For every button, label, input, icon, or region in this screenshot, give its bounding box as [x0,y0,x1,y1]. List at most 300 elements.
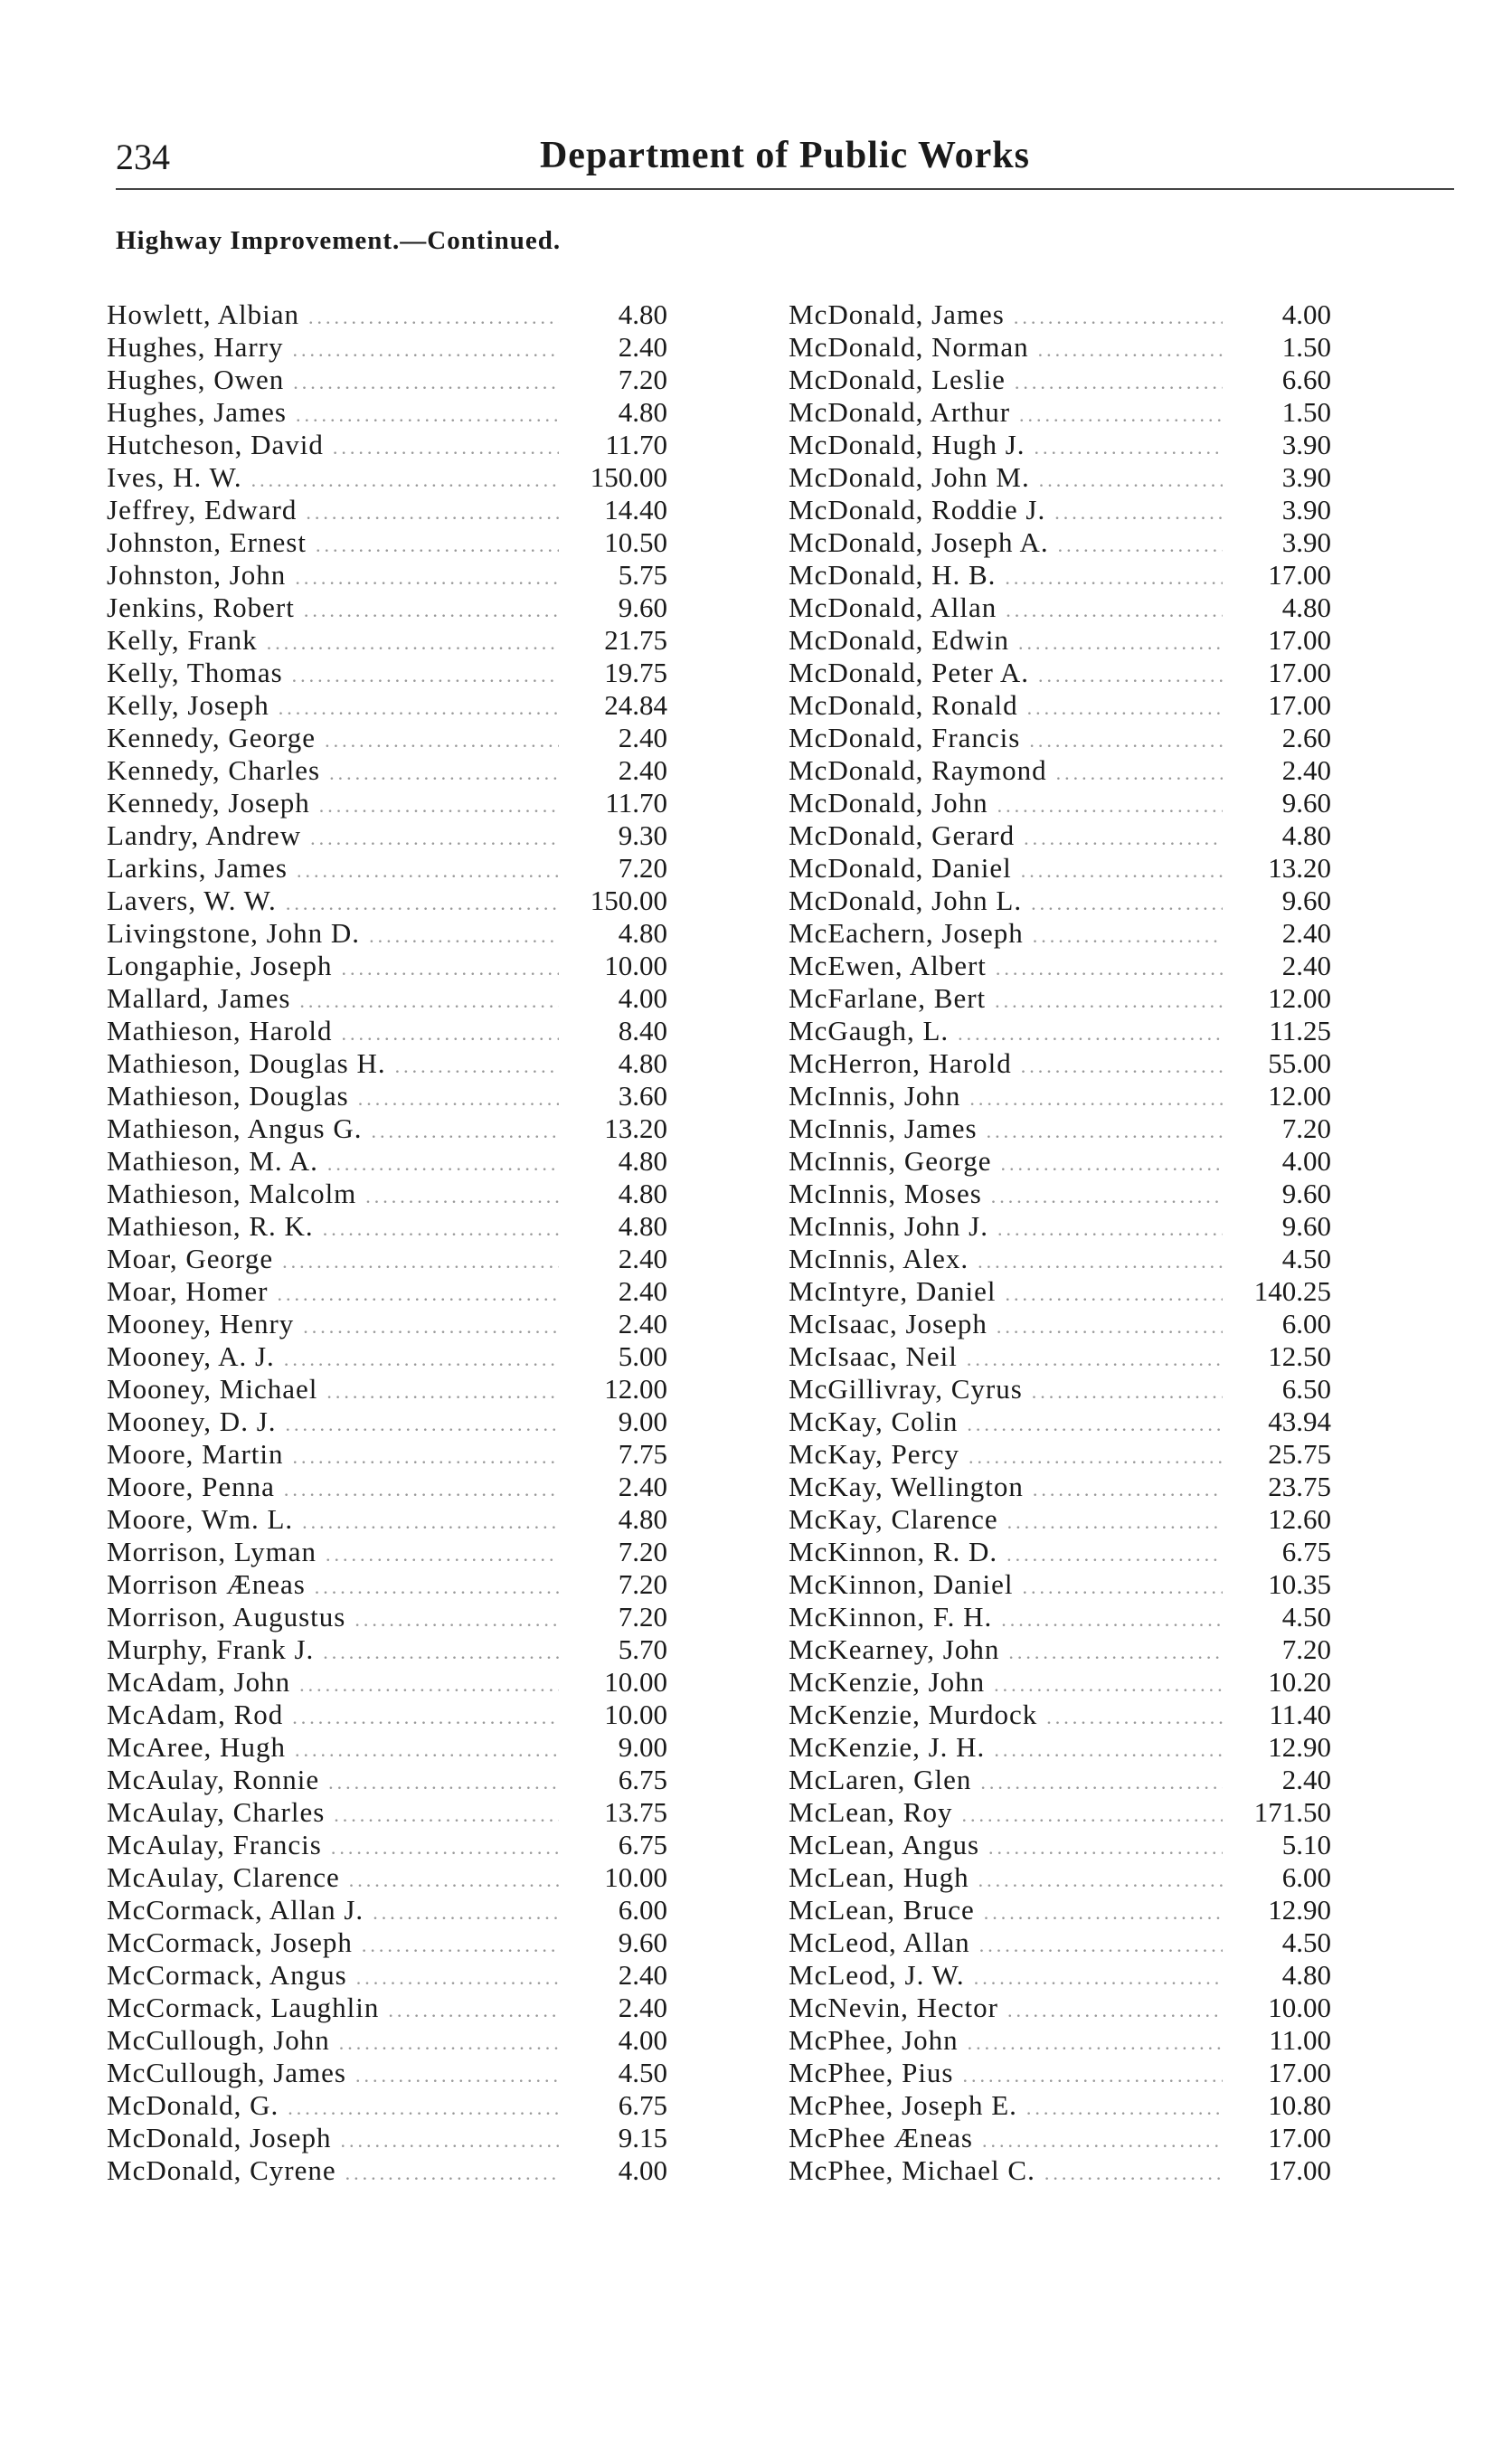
payee-name: McIsaac, Neil [789,1340,958,1372]
payment-amount: 9.60 [1281,885,1331,916]
payee-name: Moore, Penna [107,1471,275,1502]
dot-leader [1001,1148,1224,1180]
payment-amount: 150.00 [590,461,667,493]
payee-name: Murphy, Frank J. [107,1633,315,1665]
payee-name: McGillivray, Cyrus [789,1373,1023,1405]
payee-name: McAulay, Charles [107,1796,326,1828]
dot-leader [978,1245,1223,1278]
ledger-row [107,1145,667,1178]
payee-name: Kennedy, Joseph [107,787,310,819]
payment-amount: 7.20 [618,364,667,395]
ledger-row [107,298,667,331]
ledger-row [789,461,1331,494]
dot-leader [974,1962,1223,1994]
payee-name: McKay, Wellington [789,1471,1024,1502]
dot-leader [369,920,559,952]
dot-leader [267,627,559,659]
dot-leader [1006,594,1223,627]
payment-amount: 9.60 [618,592,667,623]
dot-leader [1033,920,1223,952]
payee-name: McKenzie, Murdock [789,1699,1038,1730]
ledger-row [789,1406,1331,1438]
payee-name: McCullough, James [107,2057,346,2088]
ledger-row [789,1568,1331,1601]
ledger-row [107,657,667,689]
dot-leader [1026,2092,1223,2125]
dot-leader [323,1636,559,1669]
payment-amount: 4.50 [1281,1601,1331,1633]
dot-leader [1046,1701,1223,1734]
payment-amount: 6.75 [618,1829,667,1860]
payment-amount: 9.30 [618,819,667,851]
payment-amount: 6.75 [618,1764,667,1795]
payee-name: McDonald, Leslie [789,364,1006,395]
payment-amount: 7.20 [1281,1633,1331,1665]
ledger-row [789,1503,1331,1536]
right-column [789,298,1422,2187]
payee-name: McInnis, Moses [789,1178,982,1209]
dot-leader [994,1734,1223,1766]
payee-name: McInnis, George [789,1145,992,1177]
ledger-row [789,722,1331,754]
payee-name: McDonald, Ronald [789,689,1018,721]
ledger-row [107,1536,667,1568]
payee-name: Kennedy, George [107,722,317,753]
payment-amount: 23.75 [1268,1471,1331,1502]
ledger-row [789,885,1331,917]
dot-leader [388,1994,559,2027]
payment-amount: 4.80 [1281,592,1331,623]
payment-amount: 17.00 [1268,2154,1331,2186]
dot-leader [995,985,1223,1018]
dot-leader [1038,334,1223,366]
payee-name: McKenzie, J. H. [789,1731,986,1763]
payee-name: Moar, George [107,1243,274,1274]
payee-name: McLean, Hugh [789,1861,969,1893]
ledger-row [107,1112,667,1145]
ledger-row [789,1796,1331,1829]
dot-leader [1001,1604,1223,1636]
dot-leader [319,790,559,822]
ledger-row [107,1047,667,1080]
ledger-row [107,1503,667,1536]
dot-leader [958,1018,1223,1050]
dot-leader [293,1441,559,1473]
ledger-row [107,1373,667,1406]
payment-amount: 6.00 [1281,1861,1331,1893]
payment-amount: 5.70 [618,1633,667,1665]
payment-amount: 7.20 [618,1568,667,1600]
payment-amount: 10.00 [604,1666,667,1698]
payee-name: McDonald, Edwin [789,624,1010,656]
ledger-row [789,1764,1331,1796]
left-column [107,298,740,2187]
payee-name: McAdam, Rod [107,1699,284,1730]
dot-leader [293,334,559,366]
ledger-row [107,526,667,559]
payment-amount: 17.00 [1268,657,1331,688]
payee-name: Mathieson, Douglas H. [107,1047,386,1079]
ledger-row [107,1959,667,1992]
payment-amount: 5.10 [1281,1829,1331,1860]
ledger-row [107,396,667,429]
ledger-row [789,396,1331,429]
ledger-row [789,1080,1331,1112]
dot-leader [299,1669,559,1701]
payee-name: Moore, Martin [107,1438,284,1470]
ledger-row [107,1796,667,1829]
dot-leader [1006,1538,1223,1571]
dot-leader [297,855,559,887]
ledger-row [789,1145,1331,1178]
payee-name: McDonald, G. [107,2089,279,2121]
ledger-row [789,364,1331,396]
payment-amount: 11.00 [1269,2024,1331,2056]
ledger-row [789,526,1331,559]
dot-leader [331,1832,559,1864]
payee-name: Landry, Andrew [107,819,302,851]
payee-name: McLeod, Allan [789,1926,970,1958]
dot-leader [328,1766,559,1799]
ledger-row [789,982,1331,1015]
dot-leader [1031,887,1223,920]
dot-leader [961,1799,1223,1832]
payee-name: McDonald, Raymond [789,754,1047,786]
payment-amount: 13.20 [1268,852,1331,884]
ledger-row [107,1861,667,1894]
ledger-row [107,559,667,592]
dot-leader [980,1766,1223,1799]
ledger-row [107,1829,667,1861]
payee-name: McInnis, Alex. [789,1243,969,1274]
payee-name: Mallard, James [107,982,291,1014]
payment-amount: 140.25 [1253,1275,1331,1307]
dot-leader [997,790,1223,822]
payee-name: McFarlane, Bert [789,982,987,1014]
ledger-row [789,1340,1331,1373]
ledger-row [107,1731,667,1764]
dot-leader [963,2059,1224,2092]
dot-leader [358,1083,559,1115]
payee-name: McDonald, Francis [789,722,1021,753]
payee-name: McDonald, Allan [789,592,997,623]
payee-name: McAulay, Francis [107,1829,322,1860]
payment-amount: 171.50 [1253,1796,1331,1828]
dot-leader [306,497,559,529]
payment-amount: 10.20 [1268,1666,1331,1698]
payee-name: McDonald, Daniel [789,852,1012,884]
payment-amount: 17.00 [1268,559,1331,591]
payee-name: McEwen, Albert [789,950,987,981]
payee-name: Jeffrey, Edward [107,494,298,525]
payment-amount: 3.90 [1281,461,1331,493]
payment-amount: 150.00 [590,885,667,916]
payment-amount: 3.90 [1281,429,1331,460]
dot-leader [326,1376,559,1408]
payment-amount: 4.50 [1281,1926,1331,1958]
dot-leader [362,1929,559,1962]
payment-amount: 55.00 [1268,1047,1331,1079]
ledger-row [107,885,667,917]
ledger-row [107,1438,667,1471]
payee-name: McDonald, Gerard [789,819,1016,851]
payment-amount: 11.25 [1269,1015,1331,1046]
dot-leader [997,1311,1223,1343]
ledger-row [107,592,667,624]
ledger-row [789,298,1331,331]
ledger-row [107,1275,667,1308]
payee-name: Morrison, Lyman [107,1536,317,1567]
payment-amount: 11.70 [605,787,667,819]
payment-amount: 13.75 [604,1796,667,1828]
ledger-row [789,819,1331,852]
ledger-row [107,787,667,819]
payee-name: McCormack, Allan J. [107,1894,364,1926]
payee-name: McPhee, Pius [789,2057,954,2088]
payment-amount: 6.00 [1281,1308,1331,1339]
ledger-row [789,624,1331,657]
ledger-row [789,2024,1331,2057]
payee-name: Mooney, A. J. [107,1340,275,1372]
dot-leader [333,431,559,464]
payment-amount: 2.40 [618,1243,667,1274]
ledger-row [789,1438,1331,1471]
payment-amount: 9.15 [618,2122,667,2153]
payment-amount: 43.94 [1268,1406,1331,1437]
dot-leader [1019,399,1223,431]
ledger-row [107,689,667,722]
payee-name: Kelly, Frank [107,624,258,656]
payment-amount: 2.40 [618,1959,667,1991]
dot-leader [967,1408,1223,1441]
payment-amount: 12.90 [1268,1731,1331,1763]
ledger-row [107,461,667,494]
payment-amount: 19.75 [604,657,667,688]
dot-leader [982,2125,1223,2157]
dot-leader [304,594,559,627]
dot-leader [282,1245,559,1278]
payment-amount: 4.80 [618,298,667,330]
ledger-row [107,2089,667,2122]
ledger-row [107,1926,667,1959]
payee-name: McDonald, John M. [789,461,1030,493]
ledger-row [107,1992,667,2024]
payment-amount: 12.90 [1268,1894,1331,1926]
ledger-row [107,1601,667,1633]
payee-name: McPhee, Joseph E. [789,2089,1017,2121]
payment-amount: 9.60 [618,1926,667,1958]
payee-name: McIsaac, Joseph [789,1308,988,1339]
ledger-row [789,1601,1331,1633]
payment-amount: 4.80 [618,1503,667,1535]
payment-amount: 3.60 [618,1080,667,1112]
dot-leader [987,1115,1223,1148]
dot-leader [373,1897,559,1929]
payee-name: McDonald, Joseph [107,2122,332,2153]
dot-leader [372,1115,560,1148]
payment-amount: 2.40 [618,722,667,753]
dot-leader [341,952,559,985]
dot-leader [365,1180,559,1213]
ledger-row [789,1373,1331,1406]
dot-leader [334,1799,559,1832]
ledger-row [789,494,1331,526]
payment-amount: 8.40 [618,1015,667,1046]
payment-amount: 2.40 [618,1471,667,1502]
ledger-row [789,1178,1331,1210]
dot-leader [1044,2157,1223,2190]
payment-amount: 4.00 [1281,298,1331,330]
payment-amount: 13.20 [604,1112,667,1144]
payee-name: McLean, Angus [789,1829,980,1860]
ledger-row [789,689,1331,722]
payee-name: Kelly, Joseph [107,689,269,721]
payee-name: McLean, Bruce [789,1894,975,1926]
ledger-row [107,1633,667,1666]
ledger-row [789,429,1331,461]
dot-leader [288,2092,559,2125]
dot-leader [1038,659,1223,692]
payee-name: McInnis, James [789,1112,978,1144]
payment-amount: 4.50 [618,2057,667,2088]
payee-name: Mathieson, R. K. [107,1210,314,1242]
payee-name: McLaren, Glen [789,1764,972,1795]
payee-name: Mooney, Michael [107,1373,318,1405]
ledger-row [789,2154,1331,2187]
payee-name: McAree, Hugh [107,1731,286,1763]
payee-name: McAdam, John [107,1666,291,1698]
dot-leader [251,464,559,497]
payee-name: Ives, H. W. [107,461,242,493]
dot-leader [299,985,559,1018]
dot-leader [292,659,559,692]
dot-leader [1007,1994,1223,2027]
section-heading: Highway Improvement.—Continued. [116,226,562,255]
payment-amount: 9.60 [1281,1178,1331,1209]
dot-leader [1056,757,1223,790]
payee-name: McKay, Colin [789,1406,959,1437]
payment-amount: 17.00 [1268,2122,1331,2153]
dot-leader [341,1018,559,1050]
dot-leader [284,1343,559,1376]
payee-name: McGaugh, L. [789,1015,950,1046]
dot-leader [1054,497,1223,529]
dot-leader [345,2157,559,2190]
payee-name: Johnston, John [107,559,287,591]
dot-leader [292,1701,559,1734]
ledger-row [107,982,667,1015]
dot-leader [1014,301,1223,334]
dot-leader [278,1278,560,1311]
payment-amount: 14.40 [604,494,667,525]
payee-name: McDonald, Hugh J. [789,429,1025,460]
dot-leader [1015,366,1223,399]
dot-leader [286,1408,559,1441]
dot-leader [349,1864,559,1897]
payee-name: McKinnon, Daniel [789,1568,1014,1600]
ledger-row [107,1210,667,1243]
dot-leader [1029,724,1223,757]
payee-name: McDonald, H. B. [789,559,997,591]
payee-name: Kelly, Thomas [107,657,283,688]
dot-leader [286,887,559,920]
ledger-row [789,1666,1331,1699]
dot-leader [303,1311,559,1343]
payee-name: Hughes, Harry [107,331,284,363]
payee-name: McCormack, Angus [107,1959,347,1991]
dot-leader [395,1050,559,1083]
payment-amount: 10.50 [604,526,667,558]
dot-leader [327,1148,559,1180]
payment-amount: 9.00 [618,1406,667,1437]
payee-name: McDonald, Peter A. [789,657,1029,688]
ledger-row [107,1015,667,1047]
payment-amount: 4.00 [618,2024,667,2056]
payment-amount: 1.50 [1281,396,1331,428]
ledger-row [789,1829,1331,1861]
payment-amount: 9.60 [1281,787,1331,819]
payee-name: McDonald, Roddie J. [789,494,1046,525]
payment-amount: 1.50 [1281,331,1331,363]
payee-name: McDonald, Cyrene [107,2154,336,2186]
payment-amount: 11.70 [605,429,667,460]
payee-name: McEachern, Joseph [789,917,1024,949]
payment-amount: 4.80 [1281,819,1331,851]
payment-amount: 2.60 [1281,722,1331,753]
payment-amount: 17.00 [1268,689,1331,721]
payment-amount: 9.60 [1281,1210,1331,1242]
payee-name: McDonald, John L. [789,885,1023,916]
payee-name: McPhee, John [789,2024,959,2056]
payee-name: Morrison, Augustus [107,1601,346,1633]
payee-name: McKenzie, John [789,1666,986,1698]
dot-leader [994,1669,1223,1701]
payee-name: Longaphie, Joseph [107,950,333,981]
ledger-row [107,429,667,461]
ledger-row [107,1308,667,1340]
payee-name: McPhee, Michael C. [789,2154,1035,2186]
ledger-row [789,787,1331,819]
payee-name: McKay, Clarence [789,1503,998,1535]
ledger-row [107,624,667,657]
payment-amount: 10.35 [1268,1568,1331,1600]
payment-amount: 4.80 [618,1210,667,1242]
payment-amount: 17.00 [1268,2057,1331,2088]
payee-name: Kennedy, Charles [107,754,321,786]
dot-leader [1022,1571,1223,1604]
dot-leader [996,952,1223,985]
dot-leader [979,1929,1223,1962]
payment-amount: 4.80 [618,1047,667,1079]
dot-leader [967,1343,1223,1376]
ledger-row [789,1536,1331,1568]
payment-amount: 6.75 [618,2089,667,2121]
dot-leader [1021,1050,1223,1083]
dot-leader [295,562,559,594]
payee-name: Livingstone, John D. [107,917,361,949]
payee-name: Mooney, Henry [107,1308,295,1339]
ledger-row [789,1731,1331,1764]
payment-amount: 6.50 [1281,1373,1331,1405]
payment-amount: 24.84 [604,689,667,721]
payee-name: McLeod, J. W. [789,1959,965,1991]
ledger-row [789,331,1331,364]
dot-leader [308,301,559,334]
payment-amount: 12.00 [1268,1080,1331,1112]
ledger-row [107,852,667,885]
payment-amount: 10.00 [604,950,667,981]
payment-amount: 10.00 [1268,1992,1331,2023]
